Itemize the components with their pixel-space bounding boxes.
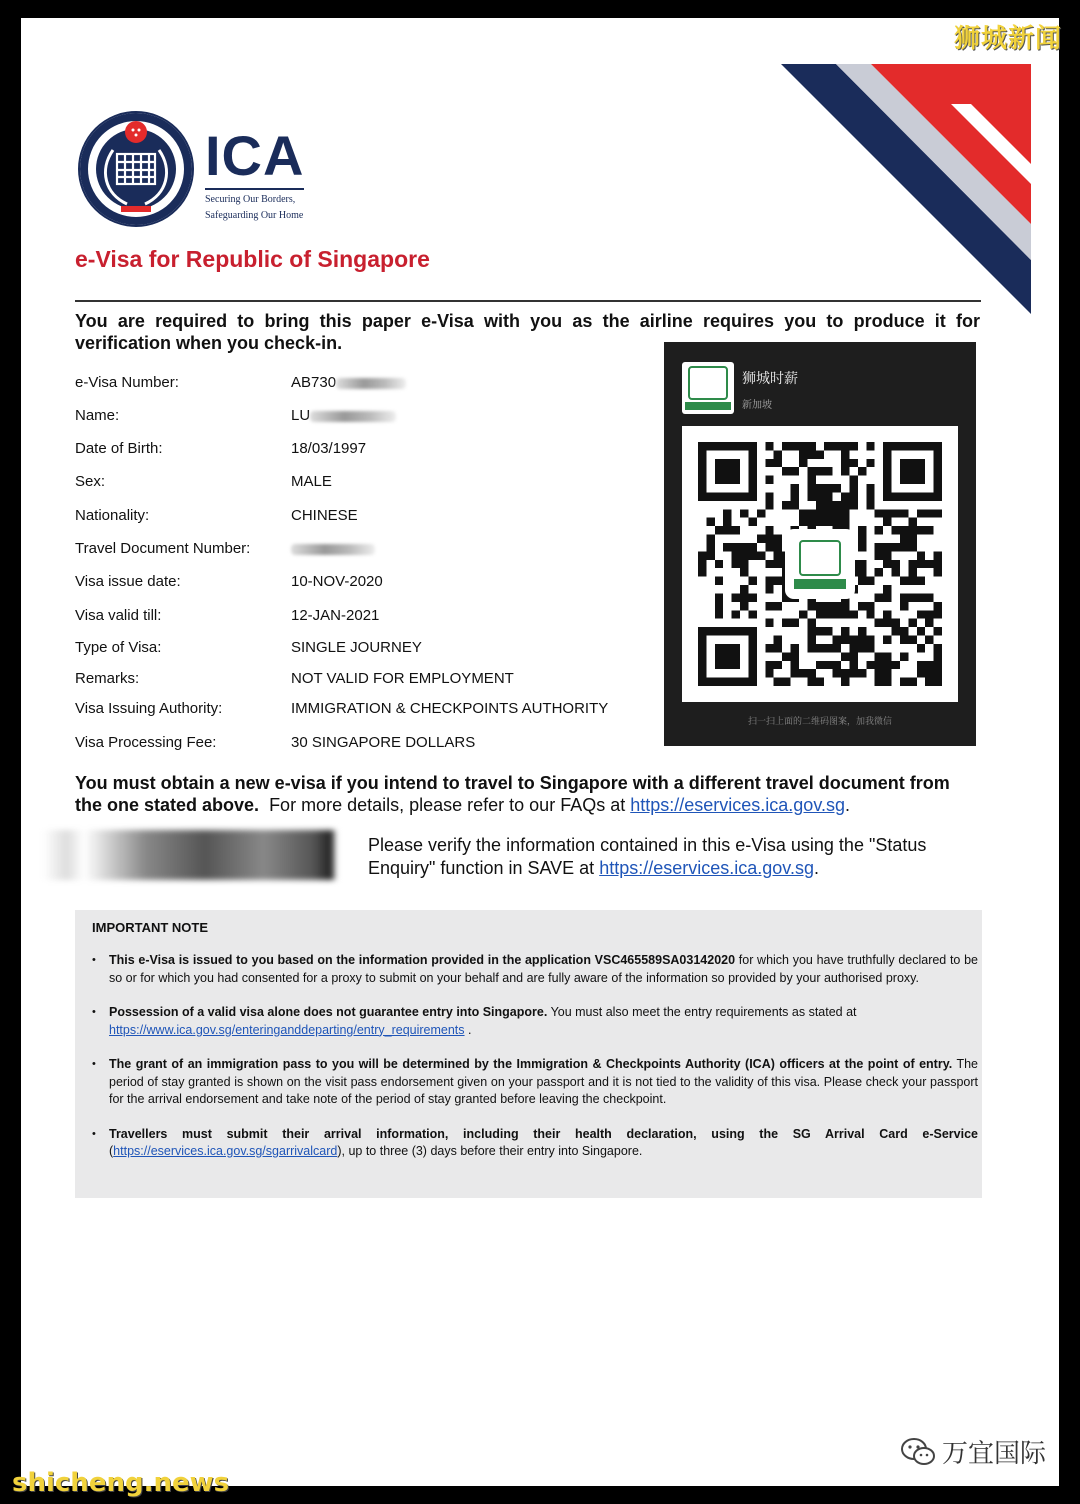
field-value: MALE (291, 473, 332, 490)
sg-arrival-card-link[interactable]: https://eservices.ica.gov.sg/sgarrivalcard (113, 1144, 338, 1158)
field-label: Visa Processing Fee: (75, 734, 217, 751)
field-value: AB730 (291, 374, 337, 391)
note-item: • Travellers must submit their arrival information, including their health declaration, using the SG Arrival Card e-Service (https://eservices.ica.gov.sg/sgarrivalcard), up to three (3) days before their entry into Singapore. (92, 1126, 982, 1161)
wechat-icon (900, 1437, 936, 1467)
field-visa-issue-date (75, 573, 383, 590)
field-label: Name: (75, 407, 120, 424)
field-label: Date of Birth: (75, 440, 163, 457)
field-value: 30 SINGAPORE DOLLARS (291, 734, 476, 751)
ica-logo (77, 110, 304, 228)
new-visa-notice: You must obtain a new e-visa if you intend to travel to Singapore with a different travel document from the one stated above. For more details, please refer to our FAQs at https://eservices.ica.gov.sg. (75, 773, 950, 815)
intro-notice: You are required to bring this paper e-Visa with you as the airline requires you to produce it for verification when you check-in. (75, 311, 980, 353)
watermark-bottom: shicheng.news (12, 1468, 230, 1498)
important-note (75, 910, 982, 1198)
flag-corner-decoration (781, 64, 1031, 314)
field-label: Sex: (75, 473, 106, 490)
important-note-title: IMPORTANT NOTE (92, 920, 209, 935)
field-value: SINGLE JOURNEY (291, 639, 422, 656)
qr-caption: 扫一扫上面的二维码图案，加我微信 (747, 717, 892, 727)
ica-tagline-2: Safeguarding Our Home (205, 210, 304, 221)
field-label: Visa issue date: (75, 573, 181, 590)
field-value: 10-NOV-2020 (291, 573, 383, 590)
wechat-qr-overlay (664, 342, 976, 746)
field-sex (75, 473, 332, 490)
field-value: 12-JAN-2021 (291, 607, 380, 624)
field-label: Visa valid till: (75, 607, 162, 624)
faq-text: For more details, please refer to our FAQs at (269, 795, 626, 815)
field-name (75, 407, 396, 424)
document-title: e-Visa for Republic of Singapore (75, 246, 430, 272)
field-nationality (75, 507, 358, 524)
field-evisa-number (75, 374, 406, 391)
redacted-blur (310, 411, 396, 422)
field-label: Visa Issuing Authority: (75, 700, 223, 717)
watermark-top: 狮城新闻 (953, 24, 1062, 54)
account-location: 新加坡 (742, 400, 772, 411)
qr-code[interactable] (682, 426, 958, 702)
account-name: 狮城时薪 (742, 371, 798, 387)
account-avatar (682, 362, 734, 414)
field-value: IMMIGRATION & CHECKPOINTS AUTHORITY (291, 700, 609, 717)
field-visa-issuing-authority (75, 700, 608, 717)
field-visa-valid-till (75, 607, 379, 624)
field-label: Nationality: (75, 507, 150, 524)
faq-link[interactable]: https://eservices.ica.gov.sg (630, 795, 845, 815)
field-remarks (75, 670, 514, 687)
note-item: • This e-Visa is issued to you based on the information provided in the application VSC465589SA03142020 for which you have truthfully declared to be so or for which you had consented for a proxy to submit on your behalf and are fully aware of the information so provided by your authorised proxy. (92, 952, 982, 987)
watermark-wechat-text: 万宜国际 (941, 1439, 1046, 1469)
entry-requirements-link[interactable]: https://www.ica.gov.sg/enteringanddeparting/entry_requirements (109, 1022, 465, 1037)
field-label: Travel Document Number: (75, 540, 251, 557)
redacted-barcode (43, 830, 337, 880)
ica-crest-icon (77, 110, 195, 228)
header-divider (75, 300, 981, 302)
watermark-wechat (900, 1433, 1046, 1470)
field-value: NOT VALID FOR EMPLOYMENT (291, 670, 514, 687)
new-visa-requirement: You must obtain a new e-visa if you intend to travel to Singapore with a different travel document from the one stated above. (75, 773, 950, 815)
field-value: 18/03/1997 (291, 440, 367, 457)
field-type-of-visa (75, 639, 422, 656)
note-item: • The grant of an immigration pass to you will be determined by the Immigration & Checkpoints Authority (ICA) officers at the point of entry. The period of stay granted is shown on the visit pass endorsement given on your passport and it is not tied to the validity of this visa. Please check your passport for the arrival endorsement and take note of the period of stay granted before leaving the checkpoint. (92, 1056, 982, 1109)
verify-text: Please verify the information contained in this e-Visa using the "Status Enquiry" function in SAVE at (368, 835, 927, 878)
field-visa-processing-fee (75, 734, 475, 751)
ica-wordmark: ICA (205, 128, 304, 190)
field-value: CHINESE (291, 507, 358, 524)
field-label: Type of Visa: (75, 639, 162, 656)
field-date-of-birth (75, 440, 366, 457)
note-item: • Possession of a valid visa alone does not guarantee entry into Singapore. You must also meet the entry requirements as stated at https://www.ica.gov.sg/enteringanddeparting/entry_requirements . (92, 1004, 982, 1039)
evisa-document (21, 18, 1059, 1486)
ica-tagline-1: Securing Our Borders, (205, 194, 296, 205)
redacted-blur (291, 544, 375, 555)
field-label: e-Visa Number: (75, 374, 179, 391)
verify-link[interactable]: https://eservices.ica.gov.sg (599, 858, 814, 878)
field-label: Remarks: (75, 670, 140, 687)
verify-notice: Please verify the information contained in this e-Visa using the "Status Enquiry" function in SAVE at https://eservices.ica.gov.sg. (368, 835, 927, 878)
redacted-blur (336, 378, 406, 389)
qr-center-logo (788, 532, 852, 596)
field-value: LU (291, 407, 311, 424)
field-travel-document-number (75, 540, 375, 557)
